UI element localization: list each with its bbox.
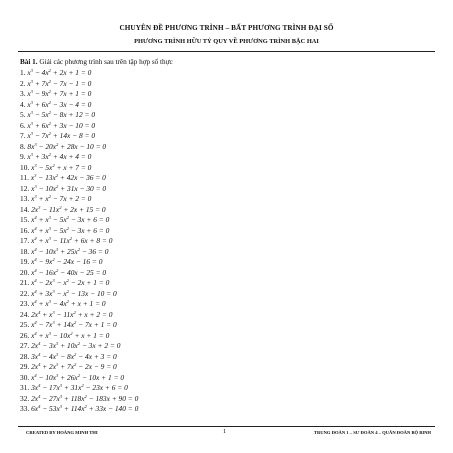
- problem-item: [20, 184, 138, 195]
- problem-equation: $x^3 - 10x^2 + 31x - 30 = 0$: [31, 183, 107, 193]
- footer-unit: TRUNG ĐOÀN 1 – SƯ ĐOÀN 4 – QUÂN ĐOÀN BỘ BINH: [313, 430, 431, 435]
- problem-item: [20, 131, 138, 142]
- problem-number: 22.: [20, 288, 32, 298]
- problem-number: 20.: [20, 267, 32, 277]
- problem-equation: $6x^4 - 53x^3 + 114x^2 + 33x - 140 = 0$: [31, 404, 139, 413]
- problem-item: [20, 142, 138, 153]
- problem-list: [20, 68, 138, 415]
- problem-item: [20, 100, 138, 111]
- exercise-prompt: Giải các phương trình sau trên tập hợp số thực: [37, 58, 173, 66]
- exercise-label: Bài 1.: [20, 58, 38, 66]
- problem-item: [20, 278, 138, 289]
- problem-equation: $x^4 + 3x^3 - x^2 - 13x - 10 = 0$: [31, 288, 117, 298]
- problem-number: 23.: [20, 299, 32, 308]
- problem-number: 24.: [20, 309, 32, 319]
- problem-number: 15.: [20, 215, 32, 224]
- problem-equation: $2x^4 + x^3 - 11x^2 + x + 2 = 0$: [31, 309, 113, 319]
- problem-item: [20, 352, 138, 363]
- problem-equation: $x^3 + 3x^2 + 4x + 4 = 0$: [27, 152, 92, 161]
- problem-equation: $x^4 + x^3 - 10x^2 + x + 1 = 0$: [31, 330, 110, 340]
- problem-number: 28.: [20, 351, 32, 361]
- problem-item: [20, 362, 138, 373]
- problem-equation: $2x^4 - 27x^3 + 118x^2 - 183x + 90 = 0$: [31, 393, 139, 403]
- problem-equation: $2x^4 + 2x^3 + 7x^2 - 2x - 9 = 0$: [31, 362, 117, 371]
- problem-number: 16.: [20, 225, 32, 235]
- problem-item: [20, 331, 138, 342]
- footer-author: CREATED BY HOÀNG MINH THI: [26, 430, 98, 435]
- problem-item: [20, 236, 138, 247]
- problem-equation: $3x^4 - 17x^3 + 31x^2 - 23x + 6 = 0$: [31, 383, 128, 392]
- problem-equation: $x^4 - 10x^3 + 26x^2 - 10x + 1 = 0$: [31, 372, 125, 382]
- exercise-heading: [20, 58, 173, 66]
- problem-equation: $x^4 - 7x^3 + 14x^2 - 7x + 1 = 0$: [31, 320, 117, 329]
- problem-number: 18.: [20, 246, 32, 256]
- problem-item: [20, 268, 138, 279]
- problem-item: [20, 394, 138, 405]
- problem-item: [20, 257, 138, 268]
- problem-number: 33.: [20, 404, 32, 413]
- problem-item: [20, 383, 138, 394]
- problem-number: 9.: [20, 152, 28, 161]
- problem-equation: $3x^4 - 4x^3 - 8x^2 - 4x + 3 = 0$: [31, 351, 117, 361]
- problem-item: [20, 373, 138, 384]
- problem-item: [20, 215, 138, 226]
- problem-equation: $x^4 + x^3 - 4x^2 + x + 1 = 0$: [31, 299, 106, 308]
- problem-number: 3.: [20, 89, 28, 98]
- problem-number: 14.: [20, 204, 32, 214]
- problem-equation: $x^3 - 5x^2 + x + 7 = 0$: [31, 162, 92, 172]
- problem-item: [20, 194, 138, 205]
- problem-number: 26.: [20, 330, 32, 340]
- problem-number: 11.: [20, 173, 31, 182]
- problem-number: 25.: [20, 320, 32, 329]
- problem-number: 19.: [20, 257, 32, 266]
- problem-number: 21.: [20, 278, 32, 287]
- problem-number: 30.: [20, 372, 32, 382]
- problem-number: 17.: [20, 236, 32, 245]
- problem-number: 2.: [20, 78, 28, 88]
- problem-item: [20, 310, 138, 321]
- problem-equation: $8x^3 - 20x^2 + 28x - 10 = 0$: [27, 141, 107, 151]
- problem-equation: $x^3 + x^2 - 7x + 2 = 0$: [31, 194, 92, 203]
- problem-equation: $x^4 - 10x^3 + 25x^2 - 36 = 0$: [31, 246, 109, 256]
- problem-item: [20, 163, 138, 174]
- problem-equation: $x^3 + 6x^2 + 3x - 10 = 0$: [27, 120, 96, 130]
- problem-item: [20, 299, 138, 310]
- problem-equation: $x^4 + x^3 - 11x^2 + 6x + 8 = 0$: [31, 236, 113, 245]
- footer-divider: [18, 426, 435, 427]
- problem-item: [20, 68, 138, 79]
- problem-equation: $x^3 - 4x^2 + 2x + 1 = 0$: [27, 68, 92, 77]
- problem-number: 13.: [20, 194, 32, 203]
- problem-equation: $x^4 - 2x^3 - x^2 - 2x + 1 = 0$: [31, 278, 110, 287]
- problem-item: [20, 320, 138, 331]
- problem-equation: $2x^3 - 11x^2 + 2x + 15 = 0$: [31, 204, 106, 214]
- page-title: CHUYÊN ĐỀ PHƯƠNG TRÌNH – BẤT PHƯƠNG TRÌNH ĐẠI SỐ: [119, 24, 334, 32]
- problem-equation: $x^3 + 6x^2 - 3x - 4 = 0$: [27, 99, 92, 109]
- problem-equation: $x^3 - 13x^2 + 42x - 36 = 0$: [30, 173, 106, 182]
- problem-item: [20, 205, 138, 216]
- problem-equation: $x^3 + 7x^2 - 7x - 1 = 0$: [27, 78, 92, 88]
- problem-number: 8.: [20, 141, 28, 151]
- problem-item: [20, 247, 138, 258]
- problem-item: [20, 341, 138, 352]
- problem-number: 7.: [20, 131, 28, 140]
- problem-number: 1.: [20, 68, 28, 77]
- problem-number: 29.: [20, 362, 32, 371]
- problem-equation: $x^3 - 5x^2 - 8x + 12 = 0$: [27, 110, 96, 119]
- page-number: 1: [223, 428, 227, 435]
- problem-item: [20, 226, 138, 237]
- problem-number: 32.: [20, 393, 32, 403]
- problem-item: [20, 152, 138, 163]
- problem-equation: $x^4 + x^3 - 5x^2 - 3x + 6 = 0$: [31, 225, 110, 235]
- problem-equation: $x^4 - 16x^2 - 40x - 25 = 0$: [31, 267, 107, 277]
- problem-item: [20, 121, 138, 132]
- header-divider: [18, 51, 435, 52]
- problem-number: 5.: [20, 110, 28, 119]
- problem-item: [20, 404, 138, 415]
- problem-number: 12.: [20, 183, 32, 193]
- problem-number: 27.: [20, 341, 32, 350]
- problem-number: 6.: [20, 120, 28, 130]
- problem-number: 4.: [20, 99, 28, 109]
- problem-equation: $x^3 - 9x^2 + 7x + 1 = 0$: [27, 89, 92, 98]
- problem-number: 10.: [20, 162, 32, 172]
- problem-equation: $x^4 - 9x^2 - 24x - 16 = 0$: [31, 257, 103, 266]
- problem-equation: $x^3 - 7x^2 + 14x - 8 = 0$: [27, 131, 96, 140]
- problem-item: [20, 79, 138, 90]
- problem-item: [20, 289, 138, 300]
- problem-number: 31.: [20, 383, 32, 392]
- problem-equation: $2x^4 - 3x^3 + 10x^2 - 3x + 2 = 0$: [31, 341, 121, 350]
- problem-item: [20, 173, 138, 184]
- page-subtitle: PHƯƠNG TRÌNH HỮU TỶ QUY VỀ PHƯƠNG TRÌNH BẬC HAI: [134, 38, 319, 45]
- problem-item: [20, 110, 138, 121]
- problem-equation: $x^4 + x^3 - 5x^2 - 3x + 6 = 0$: [31, 215, 110, 224]
- problem-item: [20, 89, 138, 100]
